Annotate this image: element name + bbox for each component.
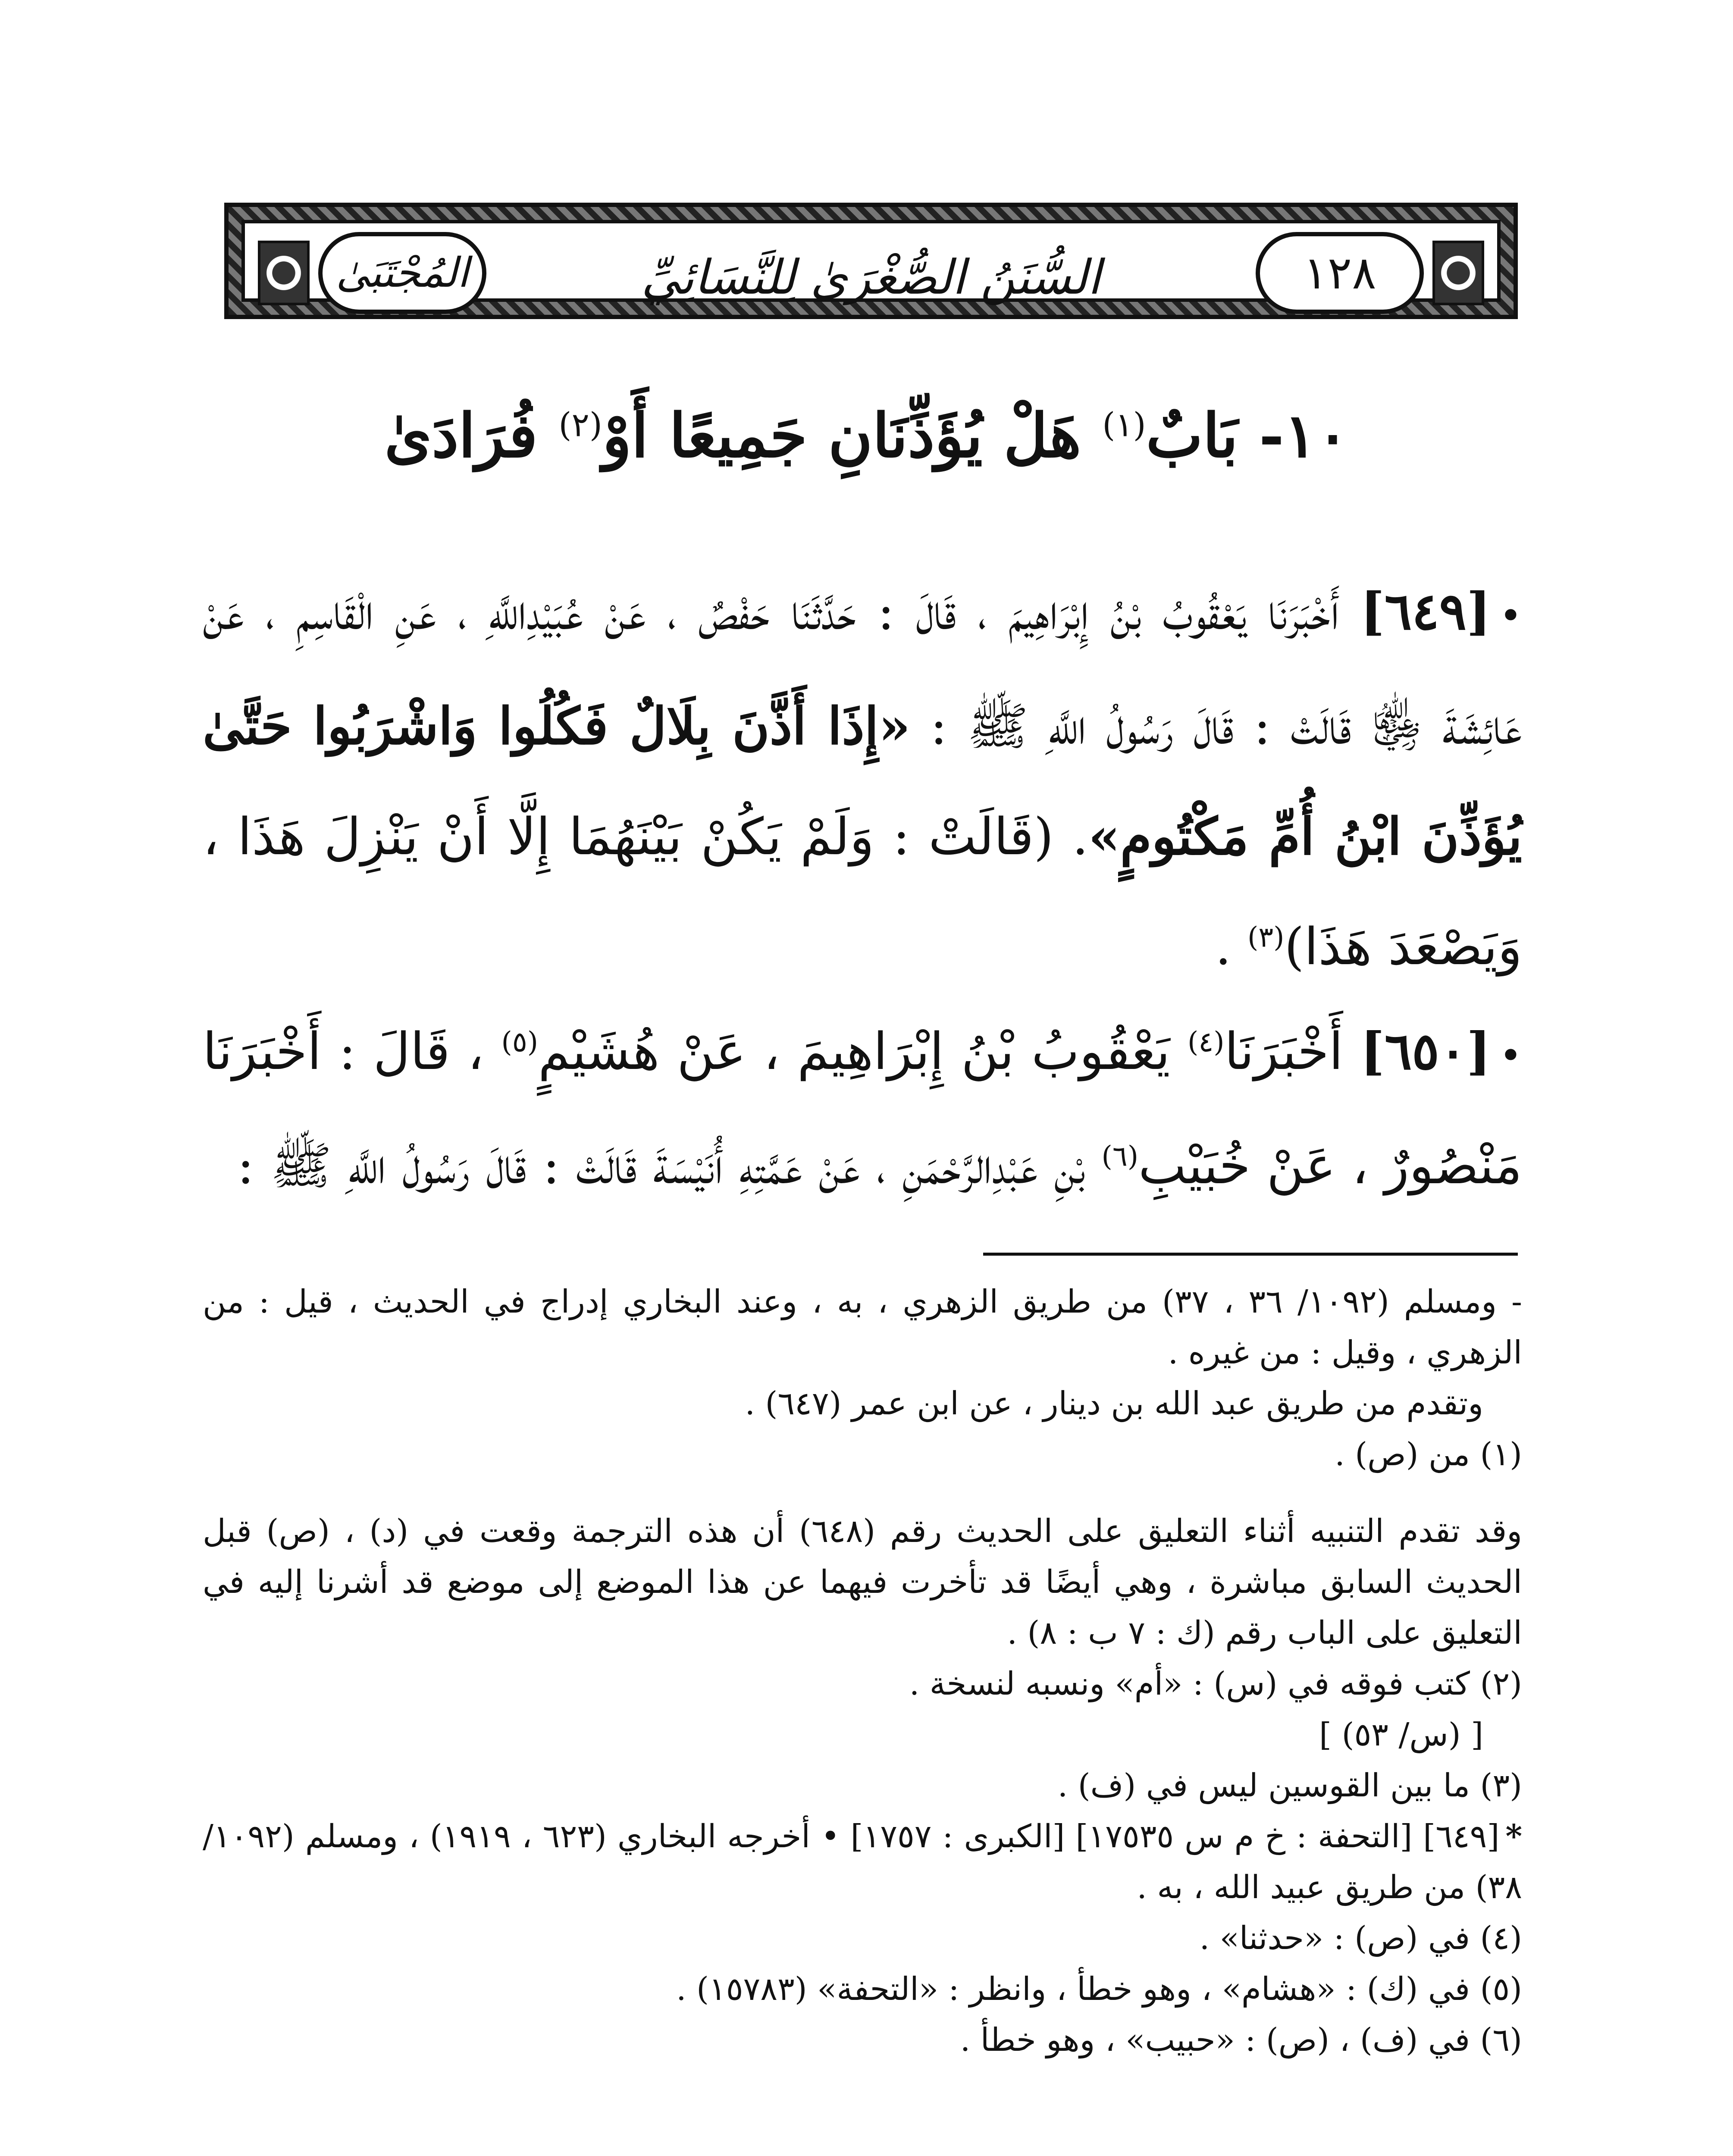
hadith-quote: «إِذَا أَذَّنَ بِلَالٌ فَكُلُوا وَاشْرَبُوا حَتَّىٰ يُؤَذِّنَ ابْنُ أُمِّ مَكْتُومٍ» bbox=[203, 696, 1522, 866]
bullet-icon: • bbox=[1499, 593, 1522, 639]
hadith-text-end: . bbox=[1215, 917, 1247, 976]
footnote-marker-2: (٢) bbox=[558, 406, 602, 445]
hadith-text: يَعْقُوبُ بْنُ إِبْرَاهِيمَ ، عَنْ هُشَيْمٍ bbox=[538, 1022, 1188, 1081]
footnote-divider bbox=[983, 1253, 1518, 1256]
footnote-line: وتقدم من طريق عبد الله بن دينار ، عن ابن عمر (٦٤٧) . bbox=[745, 1385, 1483, 1422]
hadith-text: أَخْبَرَنَا bbox=[1224, 1022, 1361, 1081]
footnote-2: (٢) كتب فوقه في (س) : «أم» ونسبه لنسخة . bbox=[909, 1665, 1522, 1702]
footnote-continued: - ومسلم (١٠٩٢/ ٣٦ ، ٣٧) من طريق الزهري ، به ، وعند البخاري إدراج في الحديث ، قيل : من الزهري ، وقيل : من غيره . bbox=[203, 1283, 1522, 1371]
hadith-number: [٦٥٠] bbox=[1360, 1021, 1491, 1081]
hadith-text: أَخْبَرَنَا يَعْقُوبُ بْنُ إِبْرَاهِيمَ ، قَالَ : حَدَّثَنَا حَفْصٌ ، عَنْ عُبَيْدِاللَّهِ ، عَنِ الْقَاسِمِ ، عَنْ عَائِشَةَ ﵂ قَالَتْ : قَالَ رَسُولُ اللَّهِ ﷺ : bbox=[203, 582, 1523, 756]
footnote-4: (٤) في (ص) : «حدثنا» . bbox=[1199, 1920, 1522, 1957]
hadith-text: بْنِ عَبْدِالرَّحْمَنِ ، عَنْ عَمَّتِهِ أُنَيْسَةَ قَالَتْ : قَالَ رَسُولُ اللَّهِ ﷺ : bbox=[237, 1136, 1102, 1195]
chapter-heading-mid: هَلْ يُؤَذِّنَانِ جَمِيعًا أَوْ bbox=[602, 401, 1103, 471]
hadith-number: [٦٤٩] bbox=[1360, 581, 1491, 641]
footnote-1: (١) من (ص) . bbox=[1335, 1436, 1522, 1473]
manuscript-page-marker: [ (س/ ٥٣) ] bbox=[1319, 1716, 1483, 1753]
page-header bbox=[224, 203, 1518, 319]
hadith-650 bbox=[203, 996, 1522, 1221]
footnote-5: (٥) في (ك) : «هشام» ، وهو خطأ ، وانظر : «التحفة» (١٥٧٨٣) . bbox=[676, 1971, 1522, 2008]
takhrij-649 bbox=[203, 1811, 1522, 1913]
footnote-1-note: وقد تقدم التنبيه أثناء التعليق على الحديث رقم (٦٤٨) أن هذه الترجمة وقعت في (د) ، (ص) قبل الحديث السابق مباشرة ، وهي أيضًا قد تأخرت فيهما عن هذا الموضع إلى موضع قد أشرنا إليه في التعليق على الباب رقم (ك : ٧ ب : ٨) . bbox=[203, 1513, 1522, 1651]
footnote-marker-3: (٣) bbox=[1247, 921, 1285, 954]
footnote-marker-4: (٤) bbox=[1188, 1026, 1225, 1059]
page-number: ١٢٨ bbox=[1256, 232, 1424, 314]
collection-label: المُجْتَبَىٰ bbox=[318, 232, 486, 314]
chapter-heading-end: فُرَادَىٰ bbox=[384, 401, 559, 471]
book-title: السُّنَنُ الصُّغْرَىٰ لِلنَّسَائِيِّ bbox=[641, 250, 1101, 305]
chapter-heading-start: ١٠- بَابٌ bbox=[1146, 401, 1349, 471]
takhrij-text: [٦٤٩] [التحفة : خ م س ١٧٥٣٥] [الكبرى : ١٧٥٧] • أخرجه البخاري (٦٢٣ ، ١٩١٩) ، ومسلم (١٠٩٢/ ٣٨) من طريق عبيد الله ، به . bbox=[203, 1818, 1522, 1906]
hadith-text: ، قَالَ : أَخْبَرَنَا مَنْصُورٌ ، عَنْ خُبَيْبِ bbox=[203, 1022, 1522, 1195]
hadith-649 bbox=[203, 556, 1522, 1002]
footnotes bbox=[203, 1276, 1522, 2065]
footnote-marker-5: (٥) bbox=[501, 1026, 539, 1059]
ornament-icon bbox=[258, 241, 310, 305]
bullet-icon: • bbox=[1499, 1033, 1523, 1078]
chapter-heading bbox=[216, 397, 1518, 475]
footnote-6: (٦) في (ف) ، (ص) : «حبيب» ، وهو خطأ . bbox=[960, 2021, 1522, 2059]
ornament-icon bbox=[1432, 241, 1484, 305]
star-icon: * bbox=[1505, 1818, 1523, 1855]
footnote-3: (٣) ما بين القوسين ليس في (ف) . bbox=[1057, 1767, 1522, 1804]
footnote-marker-6: (٦) bbox=[1101, 1140, 1139, 1173]
hadith-text: . (قَالَتْ : وَلَمْ يَكُنْ بَيْنَهُمَا إِلَّا أَنْ يَنْزِلَ هَذَا ، وَيَصْعَدَ هَذَا) bbox=[203, 807, 1522, 976]
header-frame bbox=[241, 220, 1501, 305]
footnote-marker-1: (١) bbox=[1102, 406, 1146, 445]
